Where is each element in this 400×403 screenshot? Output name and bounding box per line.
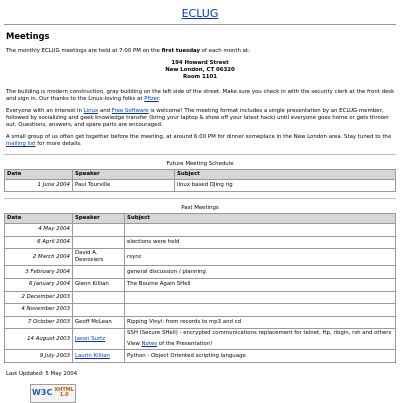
table-row xyxy=(5,304,396,317)
table-row xyxy=(5,316,396,329)
address-city: New London, CT 06320 xyxy=(165,66,235,73)
section-divider xyxy=(4,154,396,155)
dinner-text-end: for more details. xyxy=(35,141,82,148)
meeting-speaker: David A. Desrosiers xyxy=(73,249,125,266)
speaker-link[interactable]: Laurin Killian xyxy=(75,352,110,359)
speaker-link[interactable]: Jason Surtz xyxy=(75,335,106,342)
notes-suffix: of the Presentation! xyxy=(157,341,213,348)
intro-text-end: of each month at: xyxy=(200,47,250,54)
section-divider xyxy=(4,198,396,199)
meeting-speaker xyxy=(73,329,125,350)
meeting-speaker xyxy=(73,266,125,279)
meeting-subject: linux based DJing rig xyxy=(175,180,396,192)
table-row xyxy=(5,291,396,304)
building-paragraph xyxy=(6,89,396,103)
subject-notes-line xyxy=(127,341,393,348)
subject-text: SSH (Secure SHell) - encrypted communications replacement for telnet, ftp, rlogin, rsh and others xyxy=(127,330,392,337)
badge-line-1: XHTML xyxy=(54,386,74,393)
column-header-subject: Subject xyxy=(175,170,396,180)
meeting-subject xyxy=(125,291,396,304)
building-text: The building is modern construction, gray building on the left side of the street. Make sure you check in with the security clerk at the front desk and sign in. Our thanks to the Linux-loving folks at xyxy=(6,88,395,102)
header-divider xyxy=(4,24,396,25)
xhtml-validator-badge[interactable] xyxy=(30,384,76,403)
meeting-subject xyxy=(125,329,396,350)
meeting-date: 4 May 2004 xyxy=(5,224,73,237)
meeting-speaker xyxy=(73,236,125,249)
meeting-date: 7 October 2003 xyxy=(5,316,73,329)
table-row xyxy=(5,350,396,363)
meeting-speaker xyxy=(73,224,125,237)
column-header-speaker: Speaker xyxy=(73,214,125,224)
page xyxy=(4,0,396,403)
past-meetings-table xyxy=(4,213,396,363)
intro-paragraph xyxy=(6,48,396,55)
last-updated: Last Updated: 5 May 2004 xyxy=(6,370,78,377)
intro-bold: first tuesday xyxy=(161,47,201,54)
column-header-subject: Subject xyxy=(125,214,396,224)
meeting-speaker: Paul Tourville xyxy=(73,180,175,192)
table-row xyxy=(5,224,396,237)
meeting-subject xyxy=(125,304,396,317)
meeting-date: 6 April 2004 xyxy=(5,236,73,249)
dinner-paragraph xyxy=(6,134,396,148)
future-schedule-caption: Future Meeting Schedule xyxy=(166,161,234,168)
column-header-speaker: Speaker xyxy=(73,170,175,180)
table-row xyxy=(5,266,396,279)
building-text-end: . xyxy=(158,95,161,102)
column-header-date: Date xyxy=(5,170,73,180)
notes-link[interactable]: Notes xyxy=(141,341,158,348)
meeting-date: 14 August 2003 xyxy=(5,329,73,350)
intro-text: The monthly ECLUG meetings are held at 7:00 PM on the xyxy=(6,47,162,54)
meeting-date: 3 February 2004 xyxy=(5,266,73,279)
meeting-date: 1 June 2004 xyxy=(5,180,73,192)
badge-line-2: 1.0 xyxy=(59,392,69,399)
table-row xyxy=(5,236,396,249)
table-row xyxy=(5,180,396,192)
past-meetings-caption: Past Meetings xyxy=(181,205,219,212)
meeting-date: 9 July 2003 xyxy=(5,350,73,363)
mailing-list-link[interactable]: mailing list xyxy=(6,141,36,148)
meeting-address xyxy=(4,60,396,81)
xhtml-version-label xyxy=(54,388,74,399)
meeting-subject: general discussion / planning xyxy=(125,266,396,279)
notes-prefix: View xyxy=(127,341,142,348)
w3c-logo-icon: W3C xyxy=(32,388,53,398)
meeting-subject xyxy=(125,224,396,237)
everyone-text: Everyone with an interest in xyxy=(6,107,84,114)
column-header-date: Date xyxy=(5,214,73,224)
meeting-date: 2 March 2004 xyxy=(5,249,73,266)
site-title xyxy=(4,0,396,21)
meeting-date: 2 December 2003 xyxy=(5,291,73,304)
address-street: 194 Howard Street xyxy=(171,59,229,66)
table-header-row xyxy=(5,170,396,180)
meeting-speaker: Geoff McLean xyxy=(73,316,125,329)
address-room: Room 1101 xyxy=(182,73,218,80)
linux-link[interactable]: Linux xyxy=(83,107,99,114)
dinner-text: A small group of us often get together before the meeting, at around 6:00 PM for dinner someplace in the New London area. Stay tuned to the xyxy=(6,134,392,141)
everyone-text-3: is welcome! The meeting format includes a single presentation by an ECLUG member, followed by socializing and geek knowledge transfer (bring your laptop & show off your latest hack) until everyone goes home or gets thrown out. Questions, answers, and spare parts are encouraged. xyxy=(6,107,389,128)
future-schedule-table xyxy=(4,169,396,192)
meeting-speaker xyxy=(73,350,125,363)
meeting-speaker xyxy=(73,291,125,304)
meeting-speaker xyxy=(73,304,125,317)
meeting-speaker: Glenn Killian xyxy=(73,278,125,291)
everyone-paragraph xyxy=(6,108,396,129)
meeting-subject: elections were held xyxy=(125,236,396,249)
table-row xyxy=(5,329,396,350)
site-title-link[interactable]: ECLUG xyxy=(181,7,219,20)
meeting-date: 6 January 2004 xyxy=(5,278,73,291)
meeting-date: 4 November 2003 xyxy=(5,304,73,317)
page-heading: Meetings xyxy=(6,31,50,41)
meeting-subject: Python - Object Oriented scripting language xyxy=(125,350,396,363)
meeting-subject: Ripping Vinyl: from records to mp3 and cd xyxy=(125,316,396,329)
table-row xyxy=(5,249,396,266)
meeting-subject: rsync xyxy=(125,249,396,266)
meeting-subject: The Bourne Again SHell xyxy=(125,278,396,291)
pfizer-link[interactable]: Pfizer xyxy=(144,95,159,102)
everyone-text-2: and xyxy=(98,107,112,114)
table-row xyxy=(5,278,396,291)
free-software-link[interactable]: Free Software xyxy=(111,107,149,114)
table-header-row xyxy=(5,214,396,224)
